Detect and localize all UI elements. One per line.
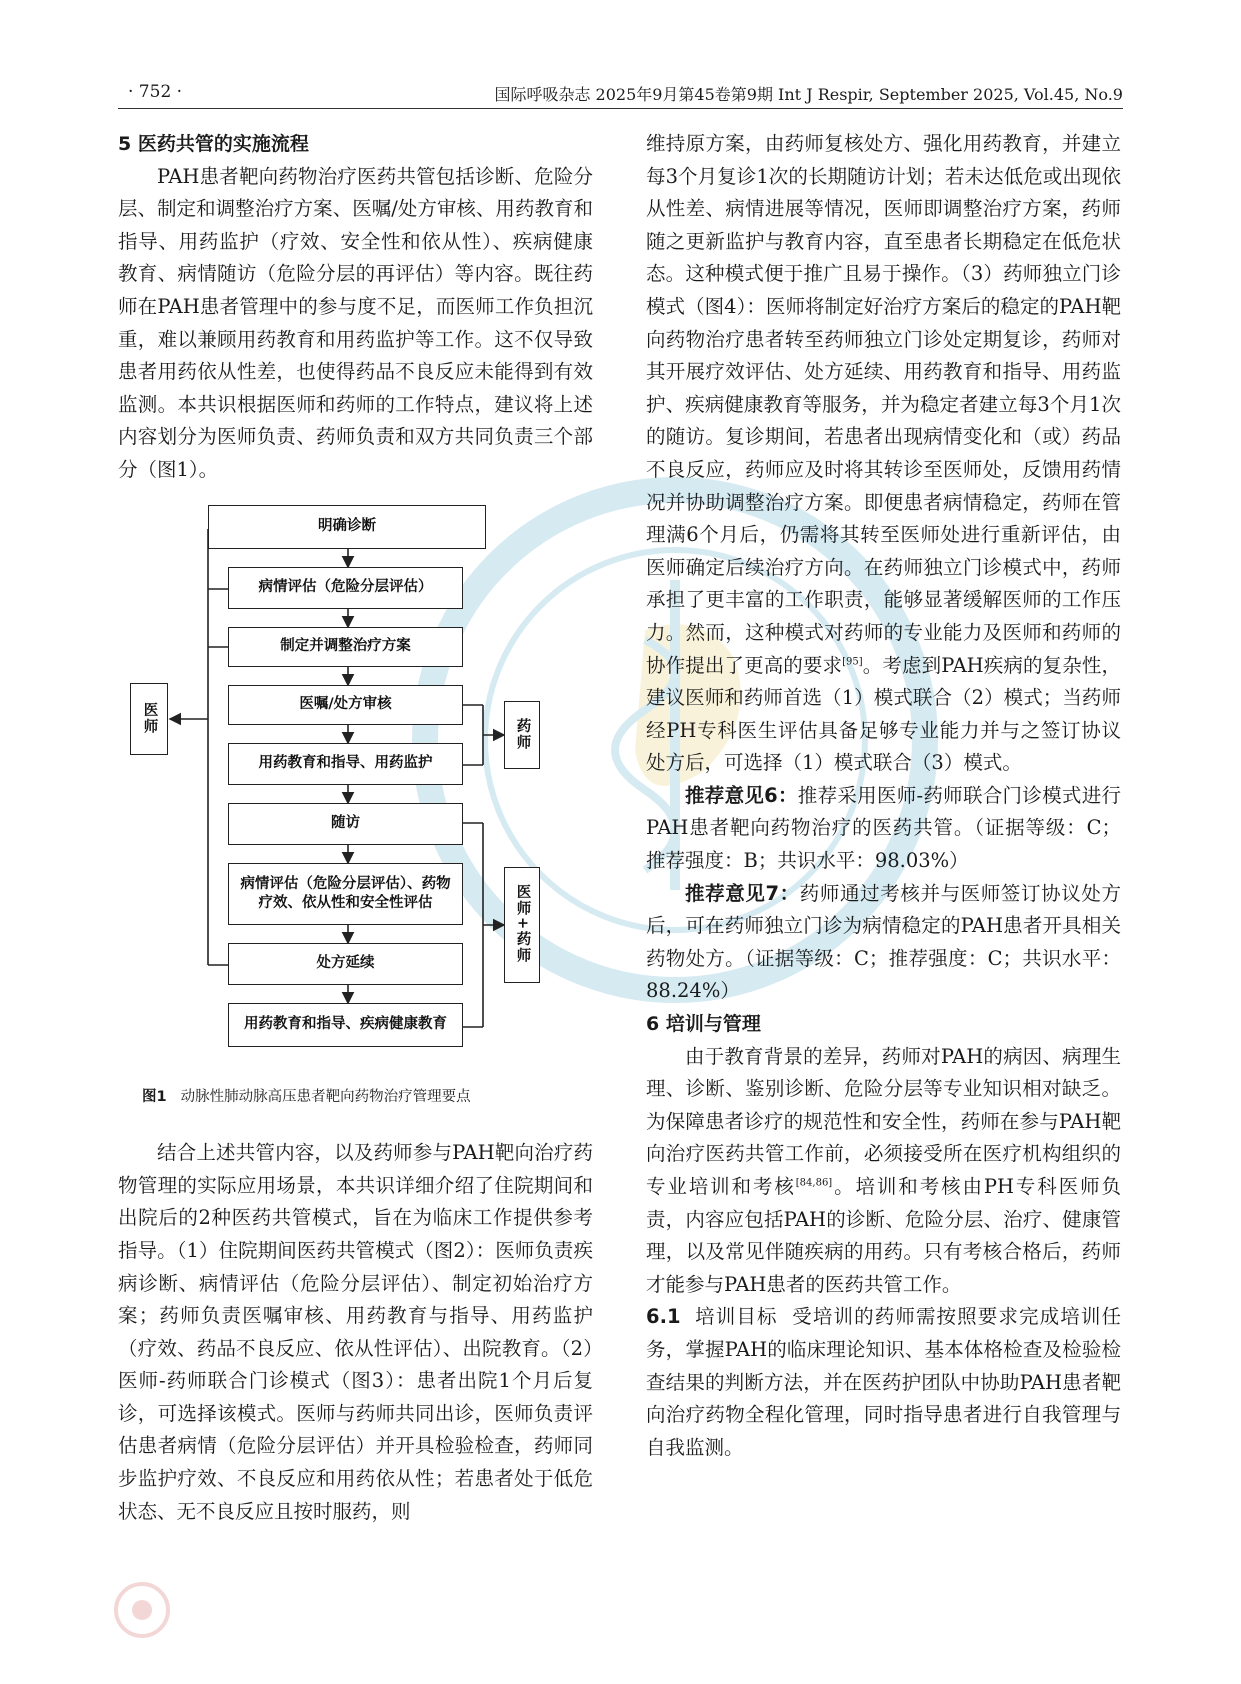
right-column <box>646 128 1121 1464</box>
section-6-text-end: 。培训和考核由PH专科医师负责，内容应包括PAH的诊断、危险分层、治疗、健康管理，以及常见伴随疾病的用药。只有考核合格后，药师才能参与PAH患者的医药共管工作。 <box>646 1175 1121 1296</box>
flow-step-health-education: 用药教育和指导、疾病健康教育 <box>228 1003 463 1047</box>
recommendation-6 <box>646 780 1121 878</box>
subsection-6-1-number: 6.1 <box>646 1305 681 1329</box>
figure-1-caption-text: 动脉性肺动脉高压患者靶向药物治疗管理要点 <box>180 1088 471 1105</box>
side-box-pharmacist: 药师 <box>504 701 540 769</box>
flow-step-diagnosis: 明确诊断 <box>208 505 486 549</box>
continued-text-end: 。考虑到PAH疾病的复杂性，建议医师和药师首选（1）模式联合（2）模式；当药师经PH专科医生评估具备足够专业能力并与之签订协议处方后，可选择（1）模式联合（3）模式。 <box>646 653 1121 775</box>
section-5-paragraph-2: 结合上述共管内容，以及药师参与PAH靶向治疗药物管理的实际应用场景，本共识详细介绍了住院期间和出院后的2种医药共管模式，旨在为临床工作提供参考指导。（1）住院期间医药共管模式（图2）：医师负责疾病诊断、病情评估（危险分层评估）、制定初始治疗方案；药师负责医嘱审核、用药教育与指导、用药监护（疗效、药品不良反应、依从性评估）、出院教育。（2）医师-药师联合门诊模式（图3）：患者出院1个月后复诊，可选择该模式。医师与药师共同出诊，医师负责评估患者病情（危险分层评估）并开具检验检查，药师同步监护疗效、不良反应和用药依从性；若患者处于低危状态、无不良反应且按时服药，则 <box>118 1141 593 1523</box>
section-6-text: 由于教育背景的差异，药师对PAH的病因、病理生理、诊断、鉴别诊断、危险分层等专业知识相对缺乏。为保障患者诊疗的规范性和安全性，药师在参与PAH靶向治疗医药共管工作前，必须接受所在医疗机构组织的专业培训和考核 <box>646 1044 1121 1198</box>
recommendation-6-label: 推荐意见6： <box>685 783 798 807</box>
left-column <box>118 128 593 1528</box>
subsection-6-1 <box>646 1301 1121 1464</box>
section-5-paragraph-2-continued <box>646 128 1121 780</box>
header-rule <box>118 108 1123 109</box>
flow-step-follow-up: 随访 <box>228 803 463 845</box>
figure-1-caption <box>142 1081 593 1114</box>
flow-step-prescription-renewal: 处方延续 <box>228 943 463 985</box>
journal-header: 国际呼吸杂志 2025年9月第45卷第9期 Int J Respir, September 2025, Vol.45, No.9 <box>494 85 1123 104</box>
recommendation-7 <box>646 878 1121 1008</box>
continued-text: 维持原方案，由药师复核处方、强化用药教育，并建立每3个月复诊1次的长期随访计划；若未达低危或出现依从性差、病情进展等情况，医师即调整治疗方案，药师随之更新监护与教育内容，直至患者长期稳定在低危状态。这种模式便于推广且易于操作。（3）药师独立门诊模式（图4）：医师将制定好治疗方案后的稳定的PAH靶向药物治疗患者转至药师独立门诊处定期复诊，药师对其开展疗效评估、处方延续、用药教育和指导、用药监护、疾病健康教育等服务，并为稳定者建立每3个月1次的随访。复诊期间，若患者出现病情变化和（或）药品不良反应，药师应及时将其转诊至医师处，反馈用药情况并协助调整治疗方案。即便患者病情稳定，药师在管理满6个月后，仍需将其转至医师处进行重新评估，由医师确定后续治疗方向。在药师独立门诊模式中，药师承担了更丰富的工作职责，能够显著缓解医师的工作压力。然而，这种模式对药师的专业能力及医师和药师的协作提出了更高的要求 <box>646 132 1121 677</box>
figure-1-flowchart <box>118 497 593 1077</box>
section-5-title: 5 医药共管的实施流程 <box>118 133 309 155</box>
figure-1-number: 图1 <box>142 1088 167 1105</box>
section-5-paragraph-1: PAH患者靶向药物治疗医药共管包括诊断、危险分层、制定和调整治疗方案、医嘱/处方审核、用药教育和指导、用药监护（疗效、安全性和依从性）、疾病健康教育、病情随访（危险分层的再评估）等内容。既往药师在PAH患者管理中的参与度不足，而医师工作负担沉重，难以兼顾用药教育和用药监护等工作。这不仅导致患者用药依从性差，也使得药品不良反应未能得到有效监测。本共识根据医师和药师的工作特点，建议将上述内容划分为医师负责、药师负责和双方共同负责三个部分（图1）。 <box>118 164 593 481</box>
flow-step-risk-assessment: 病情评估（危险分层评估） <box>228 567 463 609</box>
citation-84-86: [84,86] <box>795 1177 833 1189</box>
recommendation-6-text: 推荐采用医师-药师联合门诊模式进行PAH患者靶向药物治疗的医药共管。（证据等级：C；推荐强度：B；共识水平：98.03%） <box>646 783 1121 873</box>
flow-step-prescription-review: 医嘱/处方审核 <box>228 685 463 725</box>
flow-step-reassessment: 病情评估（危险分层评估）、药物疗效、依从性和安全性评估 <box>228 863 463 925</box>
citation-95: [95] <box>842 656 863 667</box>
section-6-paragraph <box>646 1041 1121 1302</box>
stamp-icon <box>112 1580 172 1640</box>
page-number: · 752 · <box>128 82 183 102</box>
flow-step-treatment-plan: 制定并调整治疗方案 <box>228 627 463 667</box>
side-box-doctor-pharmacist: 医师+药师 <box>504 867 540 983</box>
recommendation-7-text: 药师通过考核并与医师签订协议处方后，可在药师独立门诊为病情稳定的PAH患者开具相关药物处方。（证据等级：C；推荐强度：C；共识水平：88.24%） <box>646 881 1121 1003</box>
flow-step-medication-education: 用药教育和指导、用药监护 <box>228 743 463 785</box>
subsection-6-1-title: 培训目标 <box>695 1305 778 1329</box>
section-6-title: 6 培训与管理 <box>646 1013 761 1036</box>
subsection-6-1-text: 受培训的药师需按照要求完成培训任务，掌握PAH的临床理论知识、基本体格检查及检验检查结果的判断方法，并在医药护团队中协助PAH患者靶向治疗药物全程化管理，同时指导患者进行自我管理与自我监测。 <box>646 1305 1121 1459</box>
side-box-doctor: 医师 <box>130 683 168 755</box>
recommendation-7-label: 推荐意见7： <box>685 881 800 905</box>
